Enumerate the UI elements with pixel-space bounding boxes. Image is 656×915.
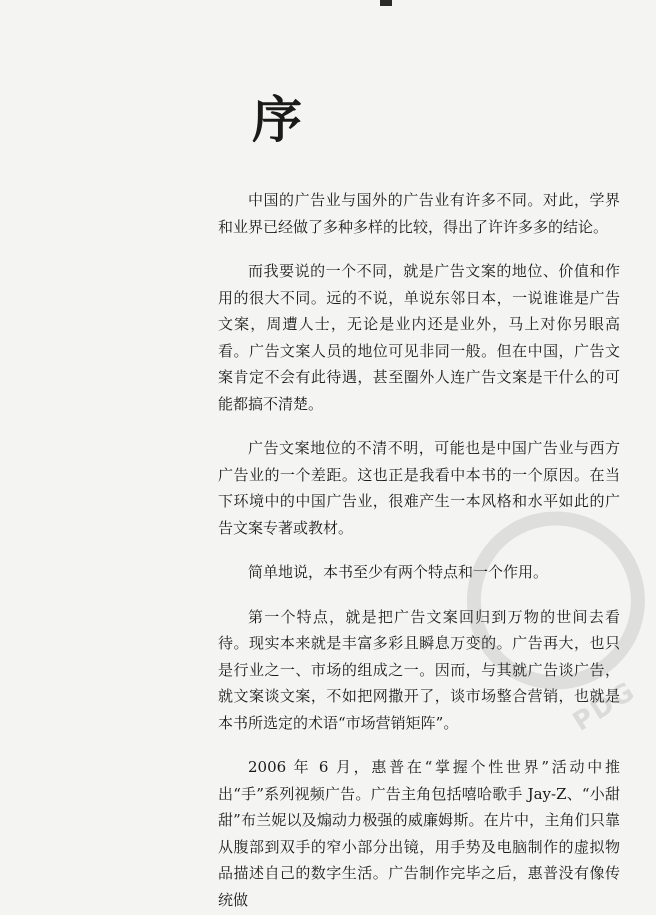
watermark-label: PDG [567, 676, 642, 738]
paragraph: 广告文案地位的不清不明，可能也是中国广告业与西方广告业的一个差距。这也正是我看中本书的一个原因。在当下环境中的中国广告业，很难产生一本风格和水平如此的广告文案专著或教材。 [218, 439, 620, 537]
page-title: 序 [252, 90, 304, 149]
paragraph: 中国的广告业与国外的广告业有许多不同。对此，学界和业界已经做了多种多样的比较，得出了许许多多的结论。 [218, 191, 620, 236]
page-top-mark [380, 0, 392, 6]
paragraph: 而我要说的一个不同，就是广告文案的地位、价值和作用的很大不同。远的不说，单说东邻日本，一说谁谁是广告文案，周遭人士，无论是业内还是业外，马上对你另眼高看。广告文案人员的地位可见非同一般。但在中国，广告文案肯定不会有此待遇，甚至圈外人连广告文案是干什么的可能都搞不清楚。 [218, 262, 620, 413]
paragraph: 第一个特点，就是把广告文案回归到万物的世间去看待。现实本来就是丰富多彩且瞬息万变的。广告再大，也只是行业之一、市场的组成之一。因而，与其就广告谈广告，就文案谈文案，不如把网撒开了，谈市场整合营销，也就是本书所选定的术语“市场营销矩阵”。 [218, 607, 620, 732]
paragraph: 2006 年 6 月，惠普在“掌握个性世界”活动中推出“手”系列视频广告。广告主角包括嘻哈歌手 Jay-Z、“小甜甜”布兰妮以及煽动力极强的威廉姆斯。在片中，主角们只靠从腹部到双手的窄小部分出镜，用手势及电脑制作的虚拟物品描述自己的数字生活。广告制作完毕之后，惠普没有像传统做 [218, 758, 620, 909]
paragraph: 简单地说，本书至少有两个特点和一个作用。 [248, 563, 549, 581]
